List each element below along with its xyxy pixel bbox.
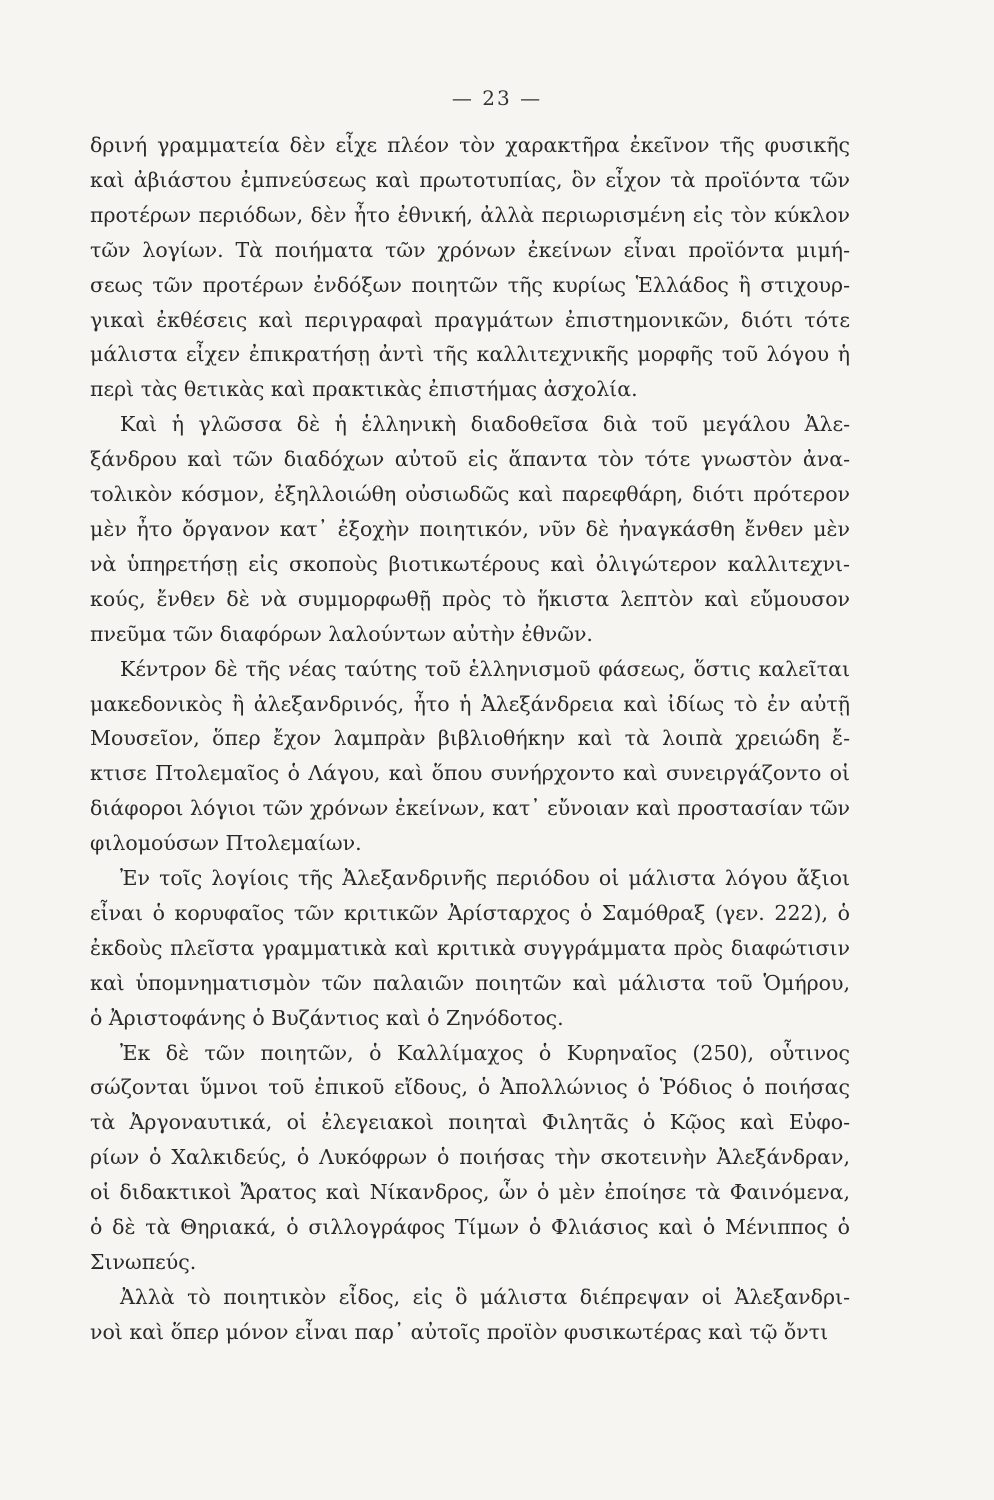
text-line: Καὶ ἡ γλῶσσα δὲ ἡ ἑλληνικὴ διαδοθεῖσα διὰ τοῦ μεγάλου Ἀλε-	[120, 412, 850, 437]
text-line: Κέντρον δὲ τῆς νέας ταύτης τοῦ ἑλληνισμοῦ φάσεως, ὅστις καλεῖται	[120, 656, 850, 681]
text-line: ὁ δὲ τὰ Θηριακά, ὁ σιλλογράφος Τίμων ὁ Φλιάσιος καὶ ὁ Μένιππος ὁ	[90, 1215, 850, 1240]
text-line: φιλομούσων Πτολεμαίων.	[90, 831, 362, 856]
text-line: ἐκδοὺς πλεῖστα γραμματικὰ καὶ κριτικὰ συγγράμματα πρὸς διαφώτισιν	[90, 935, 850, 960]
text-line: Ἐν τοῖς λογίοις τῆς Ἀλεξανδρινῆς περιόδου οἱ μάλιστα λόγου ἄξιοι	[120, 866, 850, 891]
paragraph	[90, 861, 850, 1036]
text-line: Ἐκ δὲ τῶν ποιητῶν, ὁ Καλλίμαχος ὁ Κυρηναῖος (250), οὗτινος	[120, 1040, 850, 1065]
paragraph	[90, 128, 850, 407]
paragraph	[90, 407, 850, 651]
text-line: Μουσεῖον, ὅπερ ἔχον λαμπρὰν βιβλιοθήκην καὶ τὰ λοιπὰ χρειώδη ἔ-	[90, 726, 850, 751]
text-line: τὰ Ἀργοναυτικά, οἱ ἐλεγειακοὶ ποιηταὶ Φιλητᾶς ὁ Κῷος καὶ Εὐφο-	[90, 1110, 850, 1135]
text-line: νοὶ καὶ ὅπερ μόνον εἶναι παρ᾽ αὐτοῖς προϊὸν φυσικωτέρας καὶ τῷ ὄντι	[90, 1319, 829, 1344]
text-line: καὶ ὑπομνηματισμὸν τῶν παλαιῶν ποιητῶν καὶ μάλιστα τοῦ Ὁμήρου,	[90, 970, 850, 995]
paragraph	[90, 1280, 850, 1350]
text-line: ξάνδρου καὶ τῶν διαδόχων αὐτοῦ εἰς ἅπαντα τὸν τότε γνωστὸν ἀνα-	[90, 447, 850, 472]
text-line: οἱ διδακτικοὶ Ἄρατος καὶ Νίκανδρος, ὧν ὁ μὲν ἐποίησε τὰ Φαινόμενα,	[90, 1180, 850, 1205]
text-line: Ἀλλὰ τὸ ποιητικὸν εἶδος, εἰς ὃ μάλιστα διέπρεψαν οἱ Ἀλεξανδρι-	[120, 1284, 850, 1309]
text-line: τῶν λογίων. Τὰ ποιήματα τῶν χρόνων ἐκείνων εἶναι προϊόντα μιμή-	[90, 237, 850, 262]
text-line: πνεῦμα τῶν διαφόρων λαλούντων αὐτὴν ἐθνῶν.	[90, 621, 593, 646]
text-line: εἶναι ὁ κορυφαῖος τῶν κριτικῶν Ἀρίσταρχος ὁ Σαμόθραξ (γεν. 222), ὁ	[90, 900, 850, 925]
text-line: τολικὸν κόσμον, ἐξηλλοιώθη οὐσιωδῶς καὶ παρεφθάρη, διότι πρότερον	[90, 482, 850, 507]
paragraph	[90, 652, 850, 861]
text-line: κούς, ἔνθεν δὲ νὰ συμμορφωθῇ πρὸς τὸ ἥκιστα λεπτὸν καὶ εὔμουσον	[90, 586, 850, 611]
text-line: μὲν ἦτο ὄργανον κατ᾽ ἐξοχὴν ποιητικόν, νῦν δὲ ἠναγκάσθη ἔνθεν μὲν	[90, 516, 850, 541]
text-line: Σινωπεύς.	[90, 1250, 197, 1274]
text-line: νὰ ὑπηρετήσῃ εἰς σκοποὺς βιοτικωτέρους καὶ ὀλιγώτερον καλλιτεχνι-	[90, 551, 850, 576]
text-line: σεως τῶν προτέρων ἐνδόξων ποιητῶν τῆς κυρίως Ἑλλάδος ἢ στιχουρ-	[90, 272, 850, 297]
text-line: σώζονται ὕμνοι τοῦ ἐπικοῦ εἴδους, ὁ Ἀπολλώνιος ὁ Ῥόδιος ὁ ποιήσας	[90, 1075, 850, 1100]
text-line: περὶ τὰς θετικὰς καὶ πρακτικὰς ἐπιστήμας ἀσχολία.	[90, 377, 638, 402]
text-line: ὁ Ἀριστοφάνης ὁ Βυζάντιος καὶ ὁ Ζηνόδοτος.	[90, 1005, 564, 1030]
body-text	[90, 128, 850, 1350]
text-line: δρινή γραμματεία δὲν εἶχε πλέον τὸν χαρακτῆρα ἐκεῖνον τῆς φυσικῆς	[90, 133, 850, 157]
text-line: μακεδονικὸς ἢ ἀλεξανδρινός, ἦτο ἡ Ἀλεξάνδρεια καὶ ἰδίως τὸ ἐν αὐτῇ	[90, 691, 850, 716]
text-line: μάλιστα εἶχεν ἐπικρατήσῃ ἀντὶ τῆς καλλιτεχνικῆς μορφῆς τοῦ λόγου ἡ	[90, 342, 850, 367]
text-line: κτισε Πτολεμαῖος ὁ Λάγου, καὶ ὅπου συνήρχοντο καὶ συνειργάζοντο οἱ	[90, 761, 850, 786]
text-line: διάφοροι λόγιοι τῶν χρόνων ἐκείνων, κατ᾽ εὔνοιαν καὶ προστασίαν τῶν	[90, 796, 850, 821]
page-number: — 23 —	[451, 86, 543, 110]
paragraph	[90, 1036, 850, 1280]
text-line: ρίων ὁ Χαλκιδεύς, ὁ Λυκόφρων ὁ ποιήσας τὴν σκοτεινὴν Ἀλεξάνδραν,	[90, 1145, 850, 1170]
text-line: καὶ ἀβιάστου ἐμπνεύσεως καὶ πρωτοτυπίας, ὃν εἶχον τὰ προϊόντα τῶν	[90, 167, 850, 192]
text-line: προτέρων περιόδων, δὲν ἦτο ἐθνική, ἀλλὰ περιωρισμένη εἰς τὸν κύκλον	[90, 202, 850, 227]
text-line: γικαὶ ἐκθέσεις καὶ περιγραφαὶ πραγμάτων ἐπιστημονικῶν, διότι τότε	[90, 307, 850, 332]
